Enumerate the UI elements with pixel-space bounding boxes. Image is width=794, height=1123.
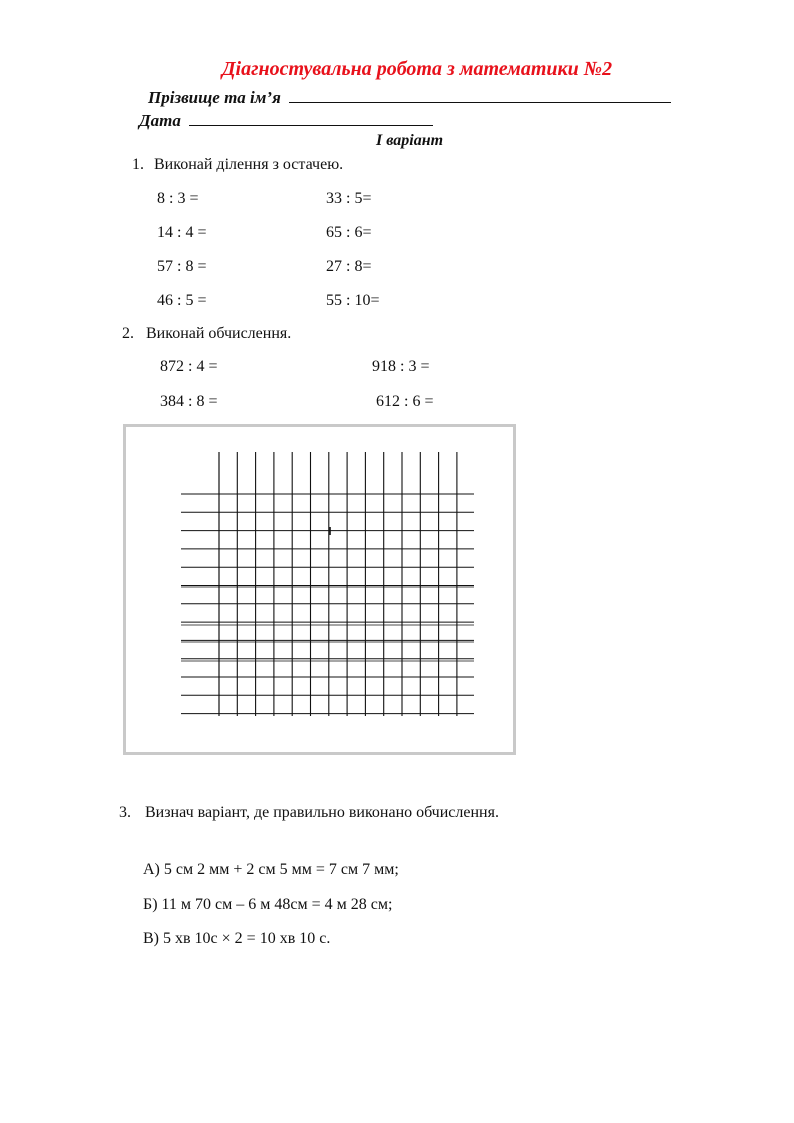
task1-right-item: 27 : 8= (326, 258, 372, 275)
date-input-line[interactable] (189, 110, 433, 126)
name-input-line[interactable] (289, 87, 671, 103)
task1-right-item: 65 : 6= (326, 224, 372, 241)
task1-heading (132, 156, 343, 174)
task1-text: Виконай ділення з остачею. (154, 156, 344, 173)
task1-right-item: 33 : 5= (326, 190, 372, 207)
page-title: Діагностувальна робота з математики №2 (221, 58, 613, 80)
name-label: Прізвище та ім’я (148, 88, 281, 107)
task1-left-item: 46 : 5 = (157, 292, 207, 309)
task1-left-item: 8 : 3 = (157, 190, 199, 207)
calculation-grid-frame (123, 424, 516, 755)
task2-right-item: 918 : 3 = (372, 358, 430, 375)
task3-option-c: В) 5 хв 10с × 2 = 10 хв 10 с. (143, 930, 331, 947)
calculation-grid[interactable] (126, 427, 513, 752)
task3-option-a: А) 5 см 2 мм + 2 см 5 мм = 7 см 7 мм; (143, 861, 399, 878)
task1-number: 1. (132, 156, 144, 173)
task3-heading (119, 804, 499, 822)
task2-left-item: 384 : 8 = (160, 393, 218, 410)
task3-number: 3. (119, 804, 131, 821)
task1-left-item: 14 : 4 = (157, 224, 207, 241)
task1-left-item: 57 : 8 = (157, 258, 207, 275)
task2-heading (122, 325, 291, 343)
task2-left-item: 872 : 4 = (160, 358, 218, 375)
task3-option-b: Б) 11 м 70 см – 6 м 48см = 4 м 28 см; (143, 896, 393, 913)
date-label: Дата (139, 111, 181, 130)
date-field-row (139, 110, 433, 131)
task2-number: 2. (122, 325, 134, 342)
task1-right-item: 55 : 10= (326, 292, 380, 309)
variant-label: І варіант (376, 132, 444, 149)
name-field-row (148, 87, 671, 108)
task3-text: Визнач варіант, де правильно виконано обчислення. (145, 804, 499, 821)
task2-right-item: 612 : 6 = (376, 393, 434, 410)
task2-text: Виконай обчислення. (146, 325, 292, 342)
